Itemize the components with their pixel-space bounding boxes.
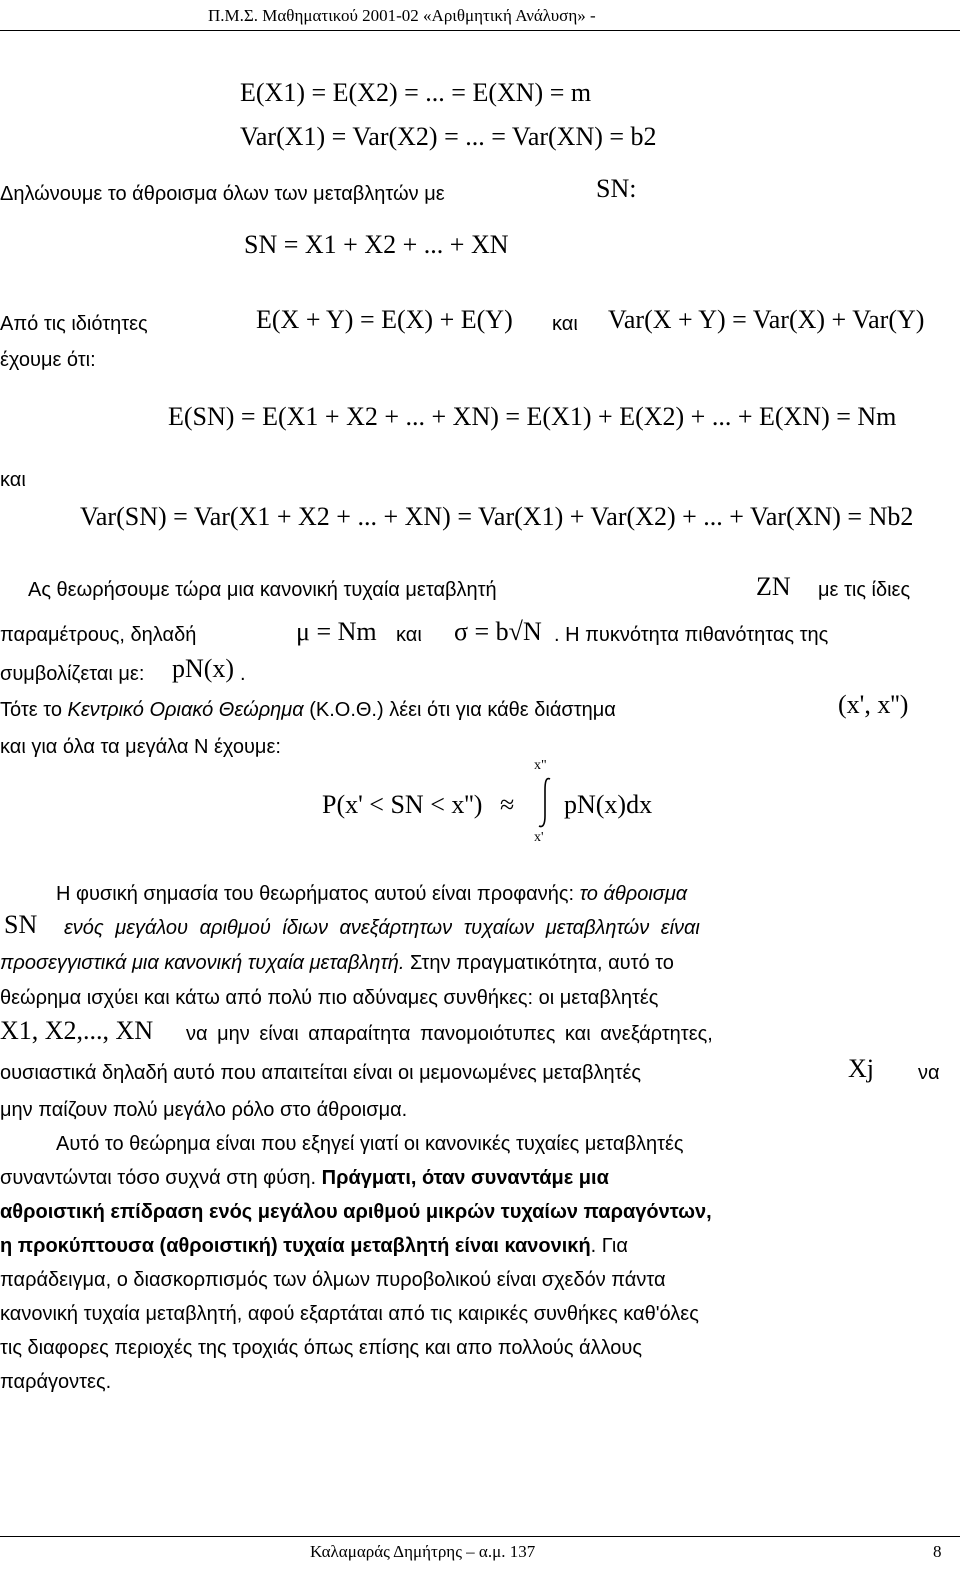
para2-line1b: (Κ.Ο.Θ.) λέει ότι για κάθε διάστημα xyxy=(309,699,616,721)
equation-variance-sn: Var(SN) = Var(X1 + X2 + ... + XN) = Var(X1) + Var(X2) + ... + Var(XN) = Nb2 xyxy=(80,502,914,531)
and-word: και xyxy=(0,469,26,491)
footer-rule xyxy=(0,1536,960,1537)
para3-line7: μην παίζουν πολύ μεγάλο ρόλο στο άθροισμα. xyxy=(0,1099,408,1121)
props-expectation-eq: E(X + Y) = E(X) + E(Y) xyxy=(256,305,513,334)
para3-line6b: να xyxy=(918,1062,940,1084)
para4-l3-bold: αθροιστική επίδραση ενός μεγάλου αριθμού μικρών τυχαίων παραγόντων, xyxy=(0,1201,712,1223)
equation-expectation-sn: E(SN) = E(X1 + X2 + ... + XN) = E(X1) + E(X2) + ... + E(XN) = Nm xyxy=(168,402,897,431)
integrand: pN(x)dx xyxy=(564,790,653,819)
page-footer: Καλαμαράς Δημήτρης – α.μ. 137 xyxy=(310,1542,536,1561)
props-and: και xyxy=(552,313,578,335)
xj-symbol: Xj xyxy=(848,1054,874,1083)
para4-l2-normal: συναντώνται τόσο συχνά στη φύση. xyxy=(0,1167,317,1189)
para4-l4-bold: η προκύπτουσα (αθροιστική) τυχαία μεταβλητή είναι κανονική xyxy=(0,1235,591,1257)
para1-line2c: . Η πυκνότητα πιθανότητας της xyxy=(554,624,829,646)
para3-l3-normal: Στην πραγματικότητα, αυτό το xyxy=(410,952,674,974)
clt-name: Κεντρικό Οριακό Θεώρημα xyxy=(67,699,304,721)
props-tail: έχουμε ότι: xyxy=(0,349,96,371)
para4-line6: κανονική τυχαία μεταβλητή, αφού εξαρτάται από τις καιρικές συνθήκες καθ'όλες xyxy=(0,1303,699,1325)
props-label: Από τις ιδιότητες xyxy=(0,313,148,335)
para4-l4-normal: . Για xyxy=(590,1235,628,1257)
para3-line5: να μην είναι απαραίτητα πανομοιότυπες και ανεξάρτητες, xyxy=(186,1023,713,1045)
para1-line1b: με τις ίδιες xyxy=(818,579,911,601)
equation-sum: SN = X1 + X2 + ... + XN xyxy=(244,230,509,259)
approx-sign: ≈ xyxy=(500,790,515,819)
sn-symbol: SN: xyxy=(596,174,637,203)
para2-line1 xyxy=(0,700,616,720)
integral-sign-icon xyxy=(536,776,554,830)
probability-lhs: P(x' < SN < x'') xyxy=(322,790,483,819)
para1-line2b: και xyxy=(396,624,422,646)
integral-upper-limit: x" xyxy=(534,758,547,773)
equation-means: E(X1) = E(X2) = ... = E(XN) = m xyxy=(240,78,592,107)
pn-symbol: pN(x) xyxy=(172,654,235,683)
intro-sum-text: Δηλώνουμε το άθροισμα όλων των μεταβλητών με xyxy=(0,183,445,205)
para4-line8: παράγοντες. xyxy=(0,1371,112,1393)
props-variance-eq: Var(X + Y) = Var(X) + Var(Y) xyxy=(608,305,925,334)
para4-line1: Αυτό το θεώρημα είναι που εξηγεί γιατί οι κανονικές τυχαίες μεταβλητές xyxy=(56,1133,684,1155)
equation-variances: Var(X1) = Var(X2) = ... = Var(XN) = b2 xyxy=(240,122,657,151)
para3-l3-italic: προσεγγιστικά μια κανονική τυχαία μεταβλητή. xyxy=(0,952,405,974)
x-list-symbol: X1, X2,..., XN xyxy=(0,1016,154,1045)
para3-l2-italic: ενός μεγάλου αριθμού ίδιων ανεξάρτητων τυχαίων μεταβλητών είναι xyxy=(64,917,700,939)
para3-line2 xyxy=(64,918,943,938)
para4-line7: τις διαφορες περιοχές της τροχιάς όπως επίσης και απο πολλούς άλλους xyxy=(0,1337,643,1359)
para1-line1a: Ας θεωρήσουμε τώρα μια κανονική τυχαία μεταβλητή xyxy=(28,579,497,601)
para3-line6a: ουσιαστικά δηλαδή αυτό που απαιτείται είναι οι μεμονωμένες μεταβλητές xyxy=(0,1062,642,1084)
para4-line3 xyxy=(0,1202,712,1222)
para3-line4: θεώρημα ισχύει και κάτω από πολύ πιο αδύναμες συνθήκες: οι μεταβλητές xyxy=(0,987,659,1009)
page-header: Π.Μ.Σ. Μαθηματικού 2001-02 «Αριθμητική Ανάλυση» - xyxy=(208,6,596,25)
mu-equation: μ = Nm xyxy=(296,617,377,646)
para1-line3b: . xyxy=(240,663,246,685)
para1-line2a: παραμέτρους, δηλαδή xyxy=(0,624,197,646)
interval-symbol: (x', x'') xyxy=(838,690,909,719)
para3-l1-normal: Η φυσική σημασία του θεωρήματος αυτού είναι προφανής: xyxy=(56,883,575,905)
para3-l1-italic: το άθροισμα xyxy=(579,883,688,905)
page-number: 8 xyxy=(933,1542,942,1561)
para3-line1 xyxy=(56,884,687,904)
para1-line3a: συμβολίζεται με: xyxy=(0,663,145,685)
para2-line1a: Τότε το xyxy=(0,699,62,721)
header-rule xyxy=(0,30,960,31)
sn-symbol-2: SN xyxy=(4,910,38,939)
para4-l2-bold: Πράγματι, όταν συναντάμε μια xyxy=(321,1167,609,1189)
para4-line4 xyxy=(0,1236,628,1256)
para2-line2: και για όλα τα μεγάλα N έχουμε: xyxy=(0,736,281,758)
zn-symbol: ZN xyxy=(756,572,791,601)
sigma-equation: σ = b√N xyxy=(454,617,542,646)
integral-lower-limit: x' xyxy=(534,830,544,845)
para4-line5: παράδειγμα, ο διασκορπισμός των όλμων πυροβολικού είναι σχεδόν πάντα xyxy=(0,1269,666,1291)
para3-line3 xyxy=(0,953,674,973)
para4-line2 xyxy=(0,1168,609,1188)
